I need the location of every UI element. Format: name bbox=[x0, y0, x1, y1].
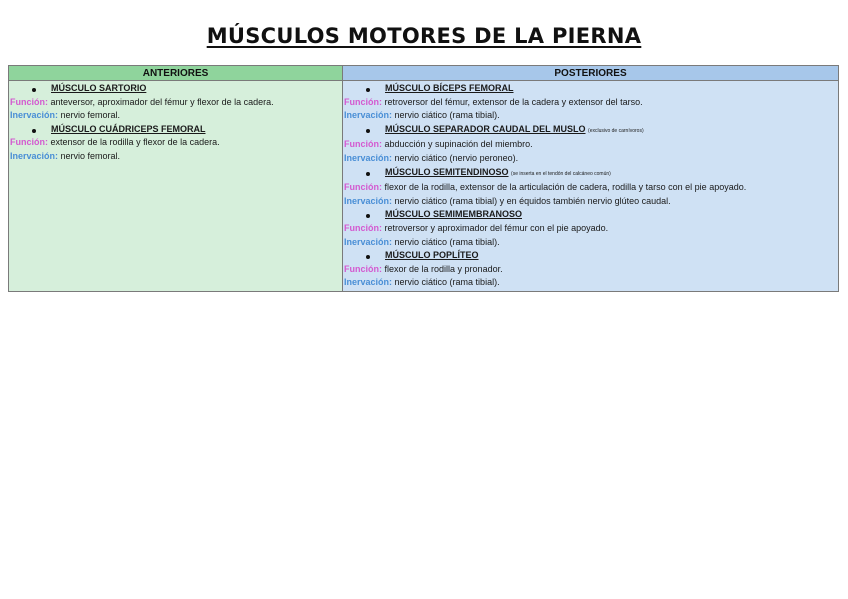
funcion-label: Función: bbox=[344, 182, 382, 193]
funcion-text: retroversor y aproximador del fémur con el pie apoyado. bbox=[384, 222, 609, 233]
column-header-anteriores: ANTERIORES bbox=[9, 66, 343, 81]
funcion-text: retroversor del fémur, extensor de la cadera y extensor del tarso. bbox=[384, 96, 643, 107]
inervacion-label: Inervación: bbox=[344, 110, 393, 121]
funcion-text: anteversor, aproximador del fémur y flexor de la cadera. bbox=[50, 96, 274, 107]
funcion-label: Función: bbox=[344, 222, 382, 233]
table-row bbox=[9, 81, 839, 292]
muscle-name: MÚSCULO CUÁDRICEPS FEMORAL bbox=[32, 124, 206, 134]
funcion-text: flexor de la rodilla, extensor de la articulación de cadera, rodilla y tarso con el pie apoyado. bbox=[384, 182, 747, 193]
funcion-text: extensor de la rodilla y flexor de la cadera. bbox=[50, 137, 220, 148]
funcion-label: Función: bbox=[344, 263, 382, 274]
inervacion-text: nervio ciático (nervio peroneo). bbox=[394, 152, 519, 163]
muscle-name: MÚSCULO SEMIMEMBRANOSO bbox=[366, 209, 522, 219]
inervacion-label: Inervación: bbox=[10, 110, 59, 121]
inervacion-label: Inervación: bbox=[344, 236, 393, 247]
table-header-row bbox=[9, 66, 839, 81]
muscle-entry-semimembranoso bbox=[344, 208, 830, 249]
funcion-text: abducción y supinación del miembro. bbox=[384, 139, 533, 150]
muscle-name: MÚSCULO BÍCEPS FEMORAL bbox=[366, 83, 514, 93]
inervacion-label: Inervación: bbox=[344, 152, 393, 163]
muscle-note: (se inserta en el tendón del calcáneo común) bbox=[511, 170, 611, 177]
muscle-entry-biceps-femoral bbox=[344, 82, 830, 123]
page-title: MÚSCULOS MOTORES DE LA PIERNA bbox=[206, 24, 642, 48]
muscle-name: MÚSCULO POPLÍTEO bbox=[366, 250, 479, 260]
inervacion-text: nervio ciático (rama tibial) y en équidos también nervio glúteo caudal. bbox=[394, 195, 671, 206]
posteriores-cell bbox=[343, 81, 839, 292]
column-header-posteriores: POSTERIORES bbox=[343, 66, 839, 81]
inervacion-text: nervio femoral. bbox=[60, 150, 121, 161]
inervacion-text: nervio ciático (rama tibial). bbox=[394, 236, 500, 247]
muscle-name: MÚSCULO SARTORIO bbox=[32, 83, 146, 93]
muscle-entry-cuadriceps-femoral bbox=[10, 123, 334, 164]
inervacion-text: nervio ciático (rama tibial). bbox=[394, 110, 500, 121]
muscle-entry-semitendinoso bbox=[344, 166, 830, 209]
funcion-label: Función: bbox=[10, 96, 48, 107]
muscle-name: MÚSCULO SEPARADOR CAUDAL DEL MUSLO bbox=[366, 124, 586, 134]
muscle-entry-sartorio bbox=[10, 82, 334, 123]
muscle-entry-separador-caudal bbox=[344, 123, 830, 166]
muscle-name: MÚSCULO SEMITENDINOSO bbox=[366, 167, 509, 177]
funcion-label: Función: bbox=[344, 139, 382, 150]
funcion-label: Función: bbox=[10, 137, 48, 148]
inervacion-text: nervio ciático (rama tibial). bbox=[394, 277, 500, 288]
anteriores-cell bbox=[9, 81, 343, 292]
muscle-note: (exclusivo de carnívoros) bbox=[588, 127, 644, 134]
inervacion-label: Inervación: bbox=[344, 277, 393, 288]
inervacion-label: Inervación: bbox=[344, 195, 393, 206]
funcion-label: Función: bbox=[344, 96, 382, 107]
funcion-text: flexor de la rodilla y pronador. bbox=[384, 263, 503, 274]
muscle-table bbox=[8, 65, 839, 292]
muscle-entry-popliteo bbox=[344, 249, 830, 290]
inervacion-text: nervio femoral. bbox=[60, 110, 121, 121]
inervacion-label: Inervación: bbox=[10, 150, 59, 161]
